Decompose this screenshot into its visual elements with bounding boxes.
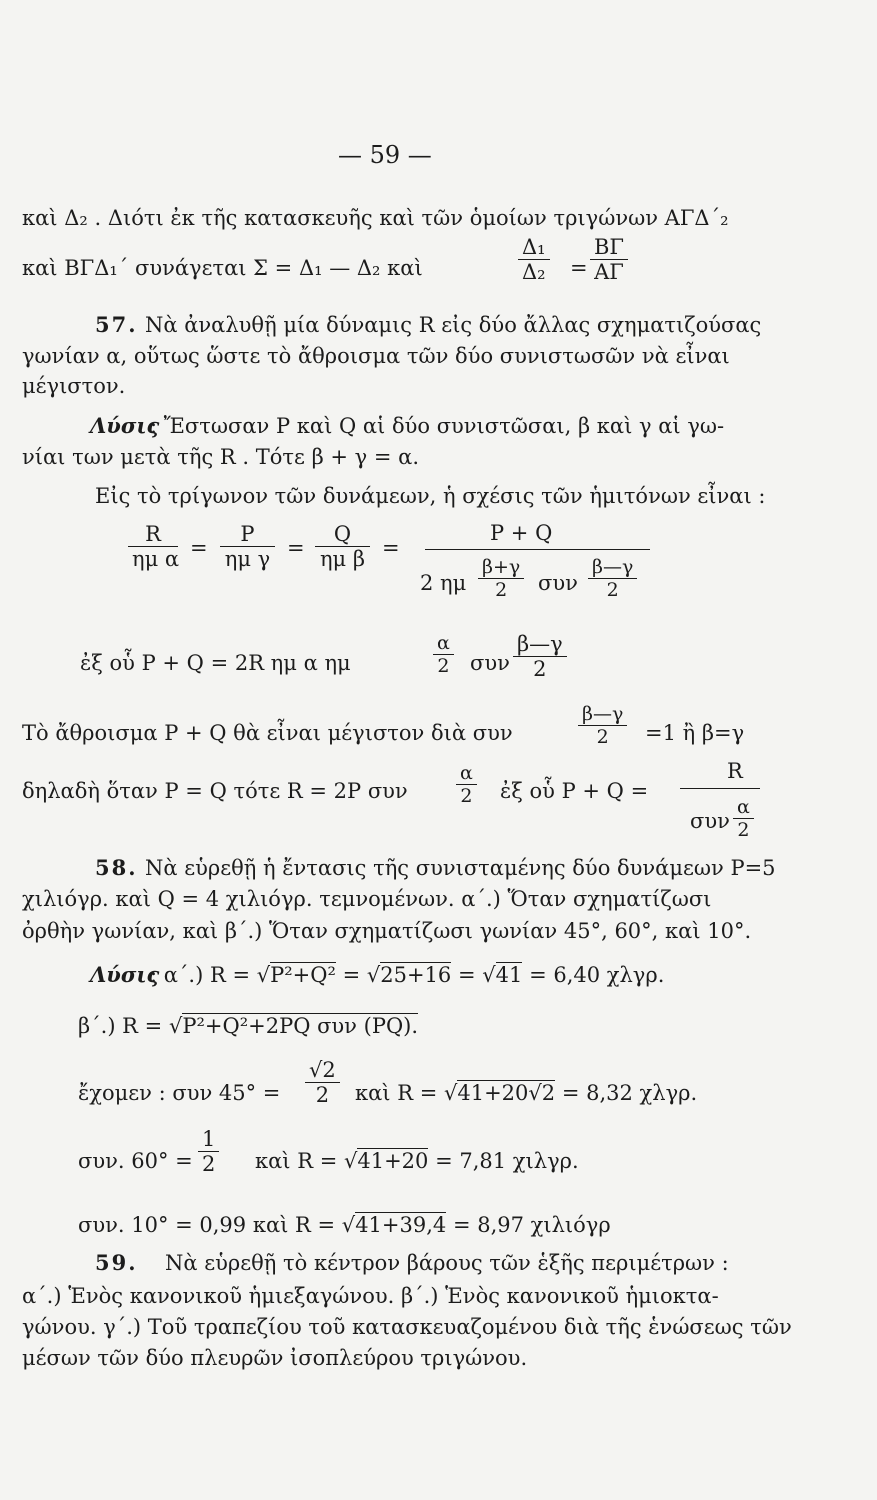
denominator: ημ β [315,546,370,571]
denominator: 2 [578,725,627,748]
numerator: Δ₁ [522,235,546,259]
problem-number-58: 58. [95,855,138,880]
sqrt-body: 25+16 [380,963,452,987]
numerator: β+γ [482,556,521,578]
equation-text: =1 ἢ β=γ [645,721,745,745]
solution-text: νίαι των μετὰ τῆς R . Τότε β + γ = α. [22,445,420,469]
equation-text: καὶ R = √ [355,1081,458,1105]
denominator: 2 [733,818,754,841]
solution-text: : Ἔστωσαν Ρ καὶ Q αἱ δύο συνιστῶσαι, β καὶ γ αἱ γω- [150,414,725,438]
numerator: β—γ [517,632,563,656]
numerator: 1 [202,1127,216,1151]
denominator: ημ α [128,546,178,571]
fraction-bg-ag [590,235,628,284]
sqrt-body: Ρ²+Q²+2ΡQ συν (ΡQ). [182,1014,419,1038]
problem-57-text: μέγιστον. [22,374,126,398]
page-number: — 59 — [338,141,432,169]
text-line: καὶ Δ₂ . Διότι ἐκ τῆς κατασκευῆς καὶ τῶν ὁμοίων τριγώνων ΑΓΔ΄₂ [22,206,729,230]
equation-line: δηλαδὴ ὅταν Ρ = Q τότε R = 2Ρ συν [22,779,408,803]
problem-57-text: Νὰ ἀναλυθῇ μία δύναμις R εἰς δύο ἄλλας σχηματιζούσας [145,313,762,337]
solution-text: β΄.) R = √ [78,1014,183,1038]
solution-label: Λύσις [90,962,160,987]
problem-59-text: α΄.) Ἑνὸς κανονικοῦ ἡμιεξαγώνου. β΄.) Ἑνὸς κανονικοῦ ἡμιοκτα- [22,1284,719,1308]
problem-number-57: 57. [95,312,138,337]
numerator: β—γ [592,556,634,578]
equation-line [255,1148,579,1174]
equation-text: ἐξ οὗ Ρ + Q = [500,779,649,803]
equals-sign: = [190,536,208,560]
denominator: 2 [198,1151,219,1176]
equals-sign: = [287,536,305,560]
equals-sign: = [570,256,588,280]
fraction-a-2 [456,762,477,807]
numerator: R [727,759,743,783]
problem-59-text: Νὰ εὑρεθῇ τὸ κέντρον βάρους τῶν ἑξῆς περιμέτρων : [165,1251,729,1275]
equation-text: συν. 10° = 0,99 καὶ R = √ [78,1213,356,1237]
sqrt-body: 41+20√2 [457,1081,556,1105]
numerator: √2 [309,1058,336,1082]
sqrt-body: 41+39,4 [355,1213,447,1237]
numerator: α [460,762,473,784]
problem-58-text: ὀρθὴν γωνίαν, καὶ β΄.) Ὅταν σχηματίζωσι γωνίαν 45°, 60°, καὶ 10°. [22,919,752,943]
fraction-b-minus-g [578,703,627,748]
equation-line: ἐξ οὗ Ρ + Q = 2R ημ α ημ [80,651,351,675]
sqrt-body: Ρ²+Q² [270,963,336,987]
fraction-bar [425,549,650,550]
equals-sign: = [382,536,400,560]
equation-line [355,1080,697,1106]
solution-text: = 6,40 χλγρ. [529,963,665,987]
fraction-1-2 [198,1127,219,1176]
sqrt-body: 41 [495,963,523,987]
numerator: α [737,796,750,818]
numerator: Ρ [240,522,255,546]
solution-label: Λύσις [90,413,160,438]
denominator: ΑΓ [590,259,628,284]
problem-58-text: χιλιόγρ. καὶ Q = 4 χιλιόγρ. τεμνομένων. α΄.) Ὅταν σχηματίζωσι [22,887,712,911]
fraction-q-hmb [315,522,370,571]
denominator: 2 [513,656,567,681]
solution-text: = √ [342,963,381,987]
solution-text: = √ [457,963,496,987]
denominator: ημ γ [220,546,275,571]
equation-text: = 8,97 χιλιόγρ [452,1213,611,1237]
sqrt-body: 41+20 [357,1149,429,1173]
solution-text: : α΄.) R = √ [150,963,271,987]
fraction-r-hma [128,522,178,571]
denominator-text: συν [690,809,730,833]
numerator: R [145,522,161,546]
denominator: 2 [305,1082,340,1107]
denominator: 2 [433,654,454,677]
denominator-text: 2 ημ [420,571,467,595]
equation-text: καὶ R = √ [255,1149,358,1173]
problem-59-text: γώνου. γ΄.) Τοῦ τραπεζίου τοῦ κατασκευαζομένου διὰ τῆς ἑνώσεως τῶν [22,1315,792,1339]
solution-line [78,1013,418,1039]
problem-58-text: Νὰ εὑρεθῇ ἡ ἔντασις τῆς συνισταμένης δύο δυνάμεων Ρ=5 [145,856,776,880]
numerator-p-plus-q: Ρ + Q [490,521,553,545]
fraction-a-2 [433,632,454,677]
fraction-b-plus-g [478,556,524,601]
fraction-d1-d2 [518,235,550,284]
solution-text: Εἰς τὸ τρίγωνον τῶν δυνάμεων, ἡ σχέσις τῶν ἡμιτόνων εἶναι : [95,484,766,508]
fraction-p-hmg [220,522,275,571]
problem-57-text: γωνίαν α, οὕτως ὥστε τὸ ἄθροισμα τῶν δύο συνιστωσῶν νὰ εἶναι [22,344,730,368]
text-line: καὶ ΒΓΔ₁΄ συνάγεται Σ = Δ₁ — Δ₂ καὶ [22,256,423,280]
denominator: Δ₂ [518,259,550,284]
numerator: β—γ [582,703,624,725]
denominator: 2 [456,784,477,807]
equation-line: ἔχομεν : συν 45° = [78,1081,281,1105]
fraction-bar [680,788,760,789]
denominator: 2 [588,578,637,601]
problem-number-59: 59. [95,1250,138,1275]
equation-line: συν. 60° = [78,1149,193,1173]
equation-text: = 8,32 χλγρ. [561,1081,698,1105]
fraction-a-2 [733,796,754,841]
equation-line: Τὸ ἄθροισμα Ρ + Q θὰ εἶναι μέγιστον διὰ συν [22,721,513,745]
numerator: ΒΓ [594,235,625,259]
equation-text: συν [470,651,510,675]
fraction-sqrt2-2 [305,1058,340,1107]
fraction-b-minus-g [513,632,567,681]
solution-line [150,962,664,988]
problem-59-text: μέσων τῶν δύο πλευρῶν ἰσοπλεύρου τριγώνου. [22,1346,528,1370]
equation-line [78,1212,611,1238]
fraction-b-minus-g [588,556,637,601]
denominator-text: συν [538,571,578,595]
denominator: 2 [478,578,524,601]
numerator: α [437,632,450,654]
equation-text: = 7,81 χιλγρ. [435,1149,579,1173]
numerator: Q [333,522,352,546]
